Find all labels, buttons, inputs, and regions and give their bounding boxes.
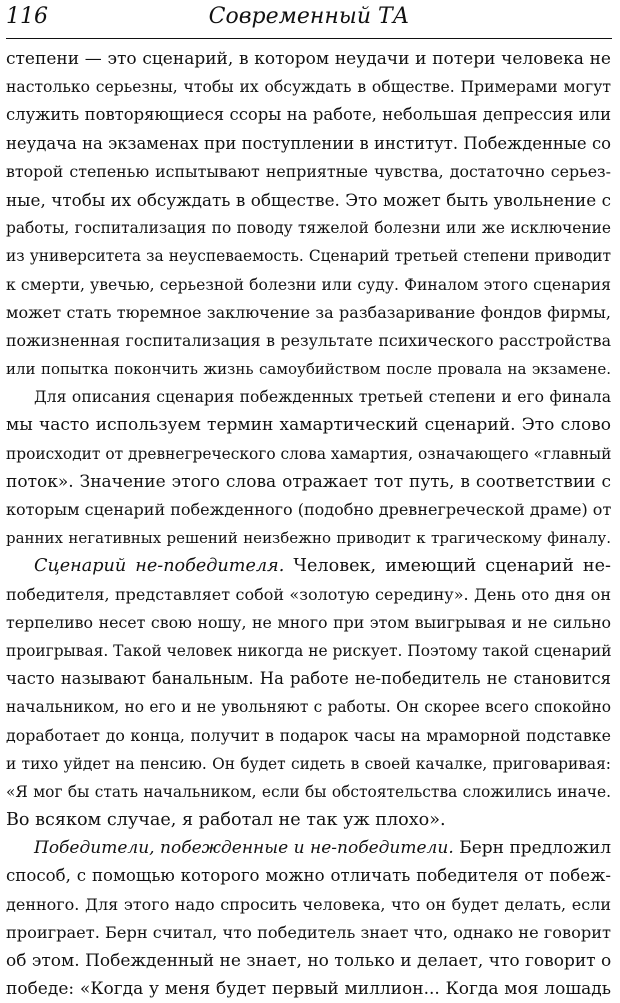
text-line: победителя, представляет собой «золотую середину». День ото дня он xyxy=(6,584,611,604)
text-line: поток». Значение этого слова отражает тот путь, в соответствии с xyxy=(6,471,611,492)
text-line: проигрывая. Такой человек никогда не рискует. Поэтому такой сценарий xyxy=(6,641,611,660)
page-header xyxy=(6,2,612,40)
text-line: начальником, но его и не увольняют с работы. Он скорее всего спокойно xyxy=(6,698,611,717)
header-rule xyxy=(6,38,612,39)
text-line: служить повторяющиеся ссоры на работе, небольшая депрессия или xyxy=(6,105,611,125)
text-line: работы, госпитализация по поводу тяжелой болезни или же исключение xyxy=(6,219,611,238)
section-run-in-heading: Победители, побежденные и не-победители. xyxy=(34,838,454,859)
text-line: настолько серьезны, чтобы их обсуждать в обществе. Примерами могут xyxy=(6,78,611,97)
text-line: ные, чтобы их обсуждать в обществе. Это может быть увольнение с xyxy=(6,189,611,210)
text-line: к смерти, увечью, серьезной болезни или суду. Финалом этого сценария xyxy=(6,275,611,294)
page-number: 116 xyxy=(6,4,48,29)
paragraph-first-line: Победители, побежденные и не-победители. Берн предложил xyxy=(34,838,611,859)
text-line: или попытка покончить жизнь самоубийством после провала на экзамене. xyxy=(6,360,611,379)
text-line: об этом. Побежденный не знает, но только и делает, что говорит о xyxy=(6,951,611,971)
text-line: из университета за неуспеваемость. Сценарий третьей степени приводит xyxy=(6,247,611,266)
text-line: доработает до конца, получит в подарок часы на мраморной подставке xyxy=(6,725,611,745)
paragraph-last-line: Во всяком случае, я работал не так уж плохо». xyxy=(6,810,446,831)
text-line: способ, с помощью которого можно отличать победителя от побеж- xyxy=(6,866,611,886)
text-line: победе: «Когда у меня будет первый миллион... Когда моя лошадь xyxy=(6,979,611,1000)
text-line: мы часто используем термин хамартический сценарий. Это слово xyxy=(6,415,611,436)
text-line: которым сценарий побежденного (подобно древнегреческой драме) от xyxy=(6,500,611,519)
section-run-in-heading: Сценарий не-победителя. xyxy=(34,556,285,577)
paragraph-first-line: Сценарий не-победителя. Человек, имеющий сценарий не- xyxy=(34,556,611,577)
text-line: часто называют банальным. На работе не-победитель не становится xyxy=(6,669,611,689)
text-line: степени — это сценарий, в котором неудачи и потери человека не xyxy=(6,49,611,69)
text-line: денного. Для этого надо спросить человека, что он будет делать, если xyxy=(6,894,611,914)
text-line: и тихо уйдет на пенсию. Он будет сидеть в своей качалке, приговаривая: xyxy=(6,754,611,773)
body-text xyxy=(6,45,611,1003)
text-line: неудача на экзаменах при поступлении в институт. Побежденные со xyxy=(6,133,611,153)
running-title: Современный ТА xyxy=(208,4,410,29)
text-line: ранних негативных решений неизбежно приводит к трагическому финалу. xyxy=(6,529,611,548)
text-line: терпеливо несет свою ношу, не много при этом выигрывая и не сильно xyxy=(6,612,611,632)
paragraph-first-line: Для описания сценария побежденных третьей степени и его финала xyxy=(34,388,611,407)
text-line: может стать тюремное заключение за разбазаривание фондов фирмы, xyxy=(6,302,611,322)
text-line: второй степенью испытывают неприятные чувства, достаточно серьез- xyxy=(6,161,611,181)
text-line: проиграет. Берн считал, что победитель знает что, однако не говорит xyxy=(6,922,611,942)
text-line: происходит от древнегреческого слова хамартия, означающего «главный xyxy=(6,444,611,463)
text-line: пожизненная госпитализация в результате психического расстройства xyxy=(6,330,611,350)
text-line: «Я мог бы стать начальником, если бы обстоятельства сложились иначе. xyxy=(6,782,611,801)
